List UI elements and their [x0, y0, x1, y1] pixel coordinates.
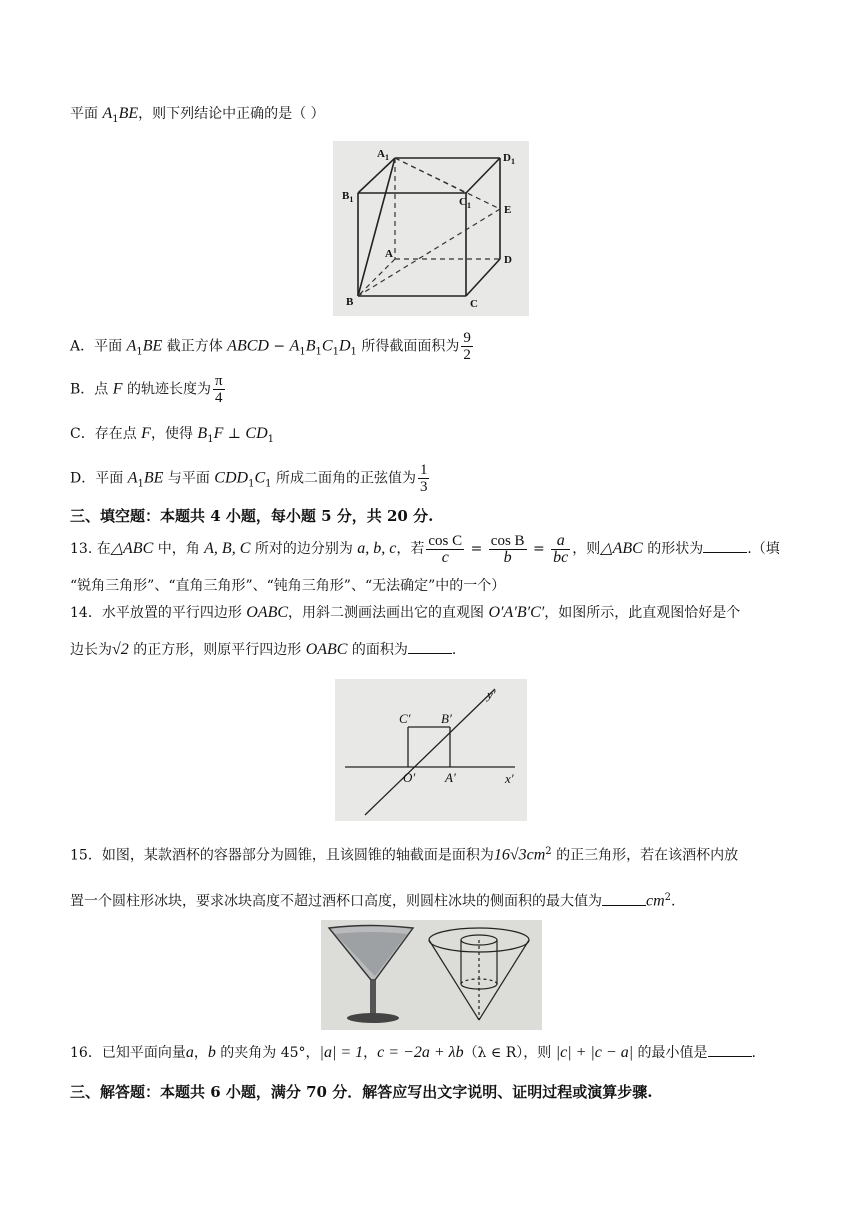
svg-text:x′: x′ — [505, 771, 514, 786]
svg-text:C: C — [470, 298, 478, 310]
question-16: 16．已知平面向量a，b 的夹角为 45°，|a| = 1，c = −2a + λb（λ ∈ R），则 |c| + |c − a| 的最小值是 . — [70, 1044, 756, 1061]
question-13-line2: “锐角三角形”、“直角三角形”、“钝角三角形”、“无法确定”中的一个） — [70, 578, 506, 594]
svg-text:B1: $B_1$ — [342, 190, 354, 204]
question-14-line2: 边长为√2 的正方形，则原平行四边形 OABC 的面积为 . — [70, 641, 457, 658]
cone-cylinder-diagram — [429, 928, 529, 1020]
section-heading-solutions: 三、解答题：本题共 6 小题，满分 70 分．解答应写出文字说明、证明过程或演算步骤. — [70, 1083, 653, 1101]
svg-text:C1: $C_1$ — [459, 196, 471, 210]
section-heading-fill-in: 三、填空题：本题共 4 小题，每小题 5 分，共 20 分. — [70, 507, 434, 525]
svg-text:A1: $A_1$ — [377, 148, 389, 162]
question-14: 14．水平放置的平行四边形 OABC，用斜二测画法画出它的直观图 O′A′B′C′，如图所示，此直观图恰好是个 — [70, 604, 741, 621]
option-c: C．存在点 F，使得 $B_1F$ ⊥ $CD_1$ — [70, 425, 275, 445]
wine-glass-diagram — [321, 920, 542, 1030]
q12-stem-tail: 平面 $A_1BE$，则下列结论中正确的是（ ） — [70, 105, 325, 125]
option-d: D．平面 $A_1BE$ 与平面 $CDD_1C_1$ 所成二面角的正弦值为 $\frac{1}{3}$ — [70, 462, 428, 495]
oblique-projection-diagram — [335, 679, 527, 821]
answer-blank-13[interactable] — [703, 540, 747, 553]
option-b: B．点 F 的轨迹长度为 $\frac{\pi}{4}$ — [70, 373, 223, 406]
question-15-line2: 置一个圆柱形冰块，要求冰块高度不超过酒杯口高度，则圆柱冰块的侧面积的最大值为 $cm^2$. — [70, 892, 676, 910]
wine-glass-photo — [329, 926, 413, 1024]
svg-text:O′: O′ — [403, 770, 416, 785]
wine-glass-figure — [321, 920, 542, 1030]
svg-text:A′: A′ — [445, 770, 456, 785]
svg-text:A: A — [385, 248, 393, 260]
answer-blank-16[interactable] — [708, 1044, 752, 1057]
option-a: A．平面 $A_1BE$ 截正方体 ABCD − $A_1B_1C_1D_1$ 所得截面面积为 $\frac{9}{2}$ — [70, 330, 471, 363]
svg-text:C′: C′ — [399, 711, 411, 726]
answer-blank-14[interactable] — [408, 641, 452, 654]
question-15: 15．如图，某款酒杯的容器部分为圆锥，且该圆锥的轴截面是面积为$16√3cm^2$ 的正三角形，若在该酒杯内放 — [70, 846, 739, 864]
svg-text:D1: $D_1$ — [503, 152, 515, 166]
svg-text:y′: y′ — [487, 687, 496, 702]
question-13: 13. 在△ABC 中，角 A, B, C 所对的边分别为 a, b, c，若 $\frac{\text{cos C}}{c}$ = $\frac{\text{cos B}}{b}$ = $\frac{a}{bc}$ ，则△ABC 的形状为 .（填 — [70, 531, 780, 566]
oblique-projection-figure — [335, 679, 527, 821]
svg-text:E: E — [504, 204, 512, 216]
svg-text:D: D — [504, 254, 512, 266]
svg-text:B: B — [346, 296, 354, 308]
cube-figure — [333, 141, 529, 316]
cube-diagram — [333, 141, 529, 316]
answer-blank-15[interactable] — [602, 893, 646, 906]
svg-text:B′: B′ — [441, 711, 452, 726]
